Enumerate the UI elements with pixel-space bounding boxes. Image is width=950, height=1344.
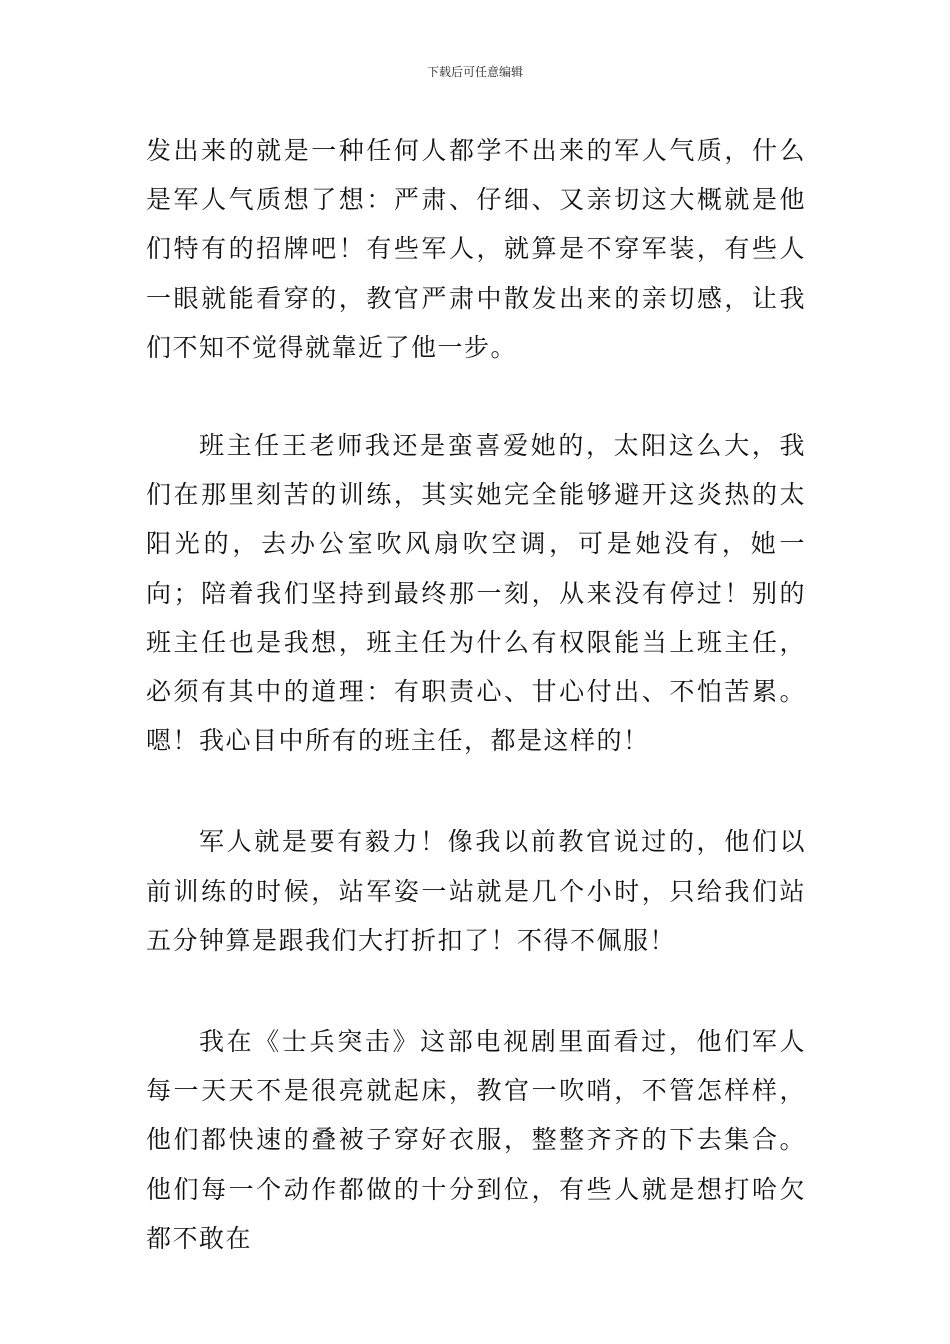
document-body	[146, 126, 806, 1263]
paragraph-gap	[146, 765, 806, 817]
paragraph-gap	[146, 965, 806, 1017]
paragraph-3: 军人就是要有毅力！像我以前教官说过的，他们以前训练的时候，站军姿一站就是几个小时，只给我们站五分钟算是跟我们大打折扣了！不得不佩服！	[146, 827, 806, 955]
paragraph-4: 我在《士兵突击》这部电视剧里面看过，他们军人每一天天不是很亮就起床，教官一吹哨，不管怎样样，他们都快速的叠被子穿好衣服，整整齐齐的下去集合。他们每一个动作都做的十分到位，有些人就是想打哈欠都不敢在	[146, 1027, 806, 1253]
page-header: 下载后可任意编辑	[426, 65, 523, 79]
paragraph-gap	[146, 372, 806, 421]
paragraph-2: 班主任王老师我还是蛮喜爱她的，太阳这么大，我们在那里刻苦的训练，其实她完全能够避开这炎热的太阳光的，去办公室吹风扇吹空调，可是她没有，她一向；陪着我们坚持到最终那一刻，从来没有停过！别的班主任也是我想，班主任为什么有权限能当上班主任，必须有其中的道理：有职责心、甘心付出、不怕苦累。嗯！我心目中所有的班主任，都是这样的！	[146, 431, 806, 756]
paragraph-1: 发出来的就是一种任何人都学不出来的军人气质，什么是军人气质想了想：严肃、仔细、又亲切这大概就是他们特有的招牌吧！有些军人，就算是不穿军装，有些人一眼就能看穿的，教官严肃中散发出来的亲切感，让我们不知不觉得就靠近了他一步。	[146, 136, 806, 362]
